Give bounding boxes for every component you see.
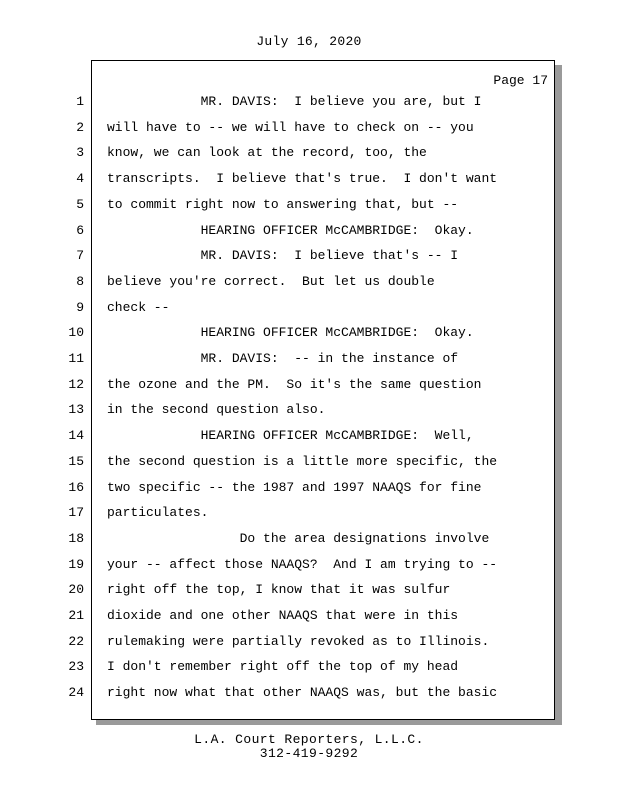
footer [0, 733, 618, 761]
line-text: transcripts. I believe that's true. I don't want [107, 171, 498, 186]
line-text: right off the top, I know that it was sulfur [107, 582, 451, 597]
footer-phone: 312-419-9292 [259, 746, 359, 761]
line-text: dioxide and one other NAAQS that were in this [107, 608, 459, 623]
line-number: 11 [68, 351, 84, 366]
line-text: two specific -- the 1987 and 1997 NAAQS for fine [107, 480, 482, 495]
line-text: MR. DAVIS: I believe you are, but I [107, 94, 482, 109]
line-text: your -- affect those NAAQS? And I am trying to -- [107, 557, 498, 572]
line-text: will have to -- we will have to check on -- you [107, 120, 474, 135]
line-number: 24 [68, 685, 84, 700]
line-text: particulates. [107, 505, 209, 520]
line-number: 22 [68, 634, 84, 649]
line-number: 2 [76, 120, 84, 135]
footer-company: L.A. Court Reporters, L.L.C. [194, 732, 424, 747]
line-text: the second question is a little more specific, the [107, 454, 498, 469]
line-number: 10 [68, 325, 84, 340]
line-number: 8 [76, 274, 84, 289]
line-text: in the second question also. [107, 402, 326, 417]
line-number: 21 [68, 608, 84, 623]
line-text: the ozone and the PM. So it's the same question [107, 377, 482, 392]
line-text: rulemaking were partially revoked as to Illinois. [107, 634, 490, 649]
line-text: HEARING OFFICER McCAMBRIDGE: Well, [107, 428, 474, 443]
line-text: Do the area designations involve [107, 531, 490, 546]
line-text: to commit right now to answering that, but -- [107, 197, 459, 212]
line-number: 17 [68, 505, 84, 520]
line-number: 23 [68, 659, 84, 674]
line-number: 14 [68, 428, 84, 443]
header-date: July 16, 2020 [256, 34, 362, 49]
line-text: I don't remember right off the top of my head [107, 659, 459, 674]
page-number: Page 17 [493, 73, 548, 88]
line-text: MR. DAVIS: -- in the instance of [107, 351, 459, 366]
line-number: 16 [68, 480, 84, 495]
line-number: 1 [76, 94, 84, 109]
line-text: know, we can look at the record, too, the [107, 145, 427, 160]
line-number: 7 [76, 248, 84, 263]
line-text: believe you're correct. But let us double [107, 274, 435, 289]
line-number: 5 [76, 197, 84, 212]
line-number: 18 [68, 531, 84, 546]
line-text: MR. DAVIS: I believe that's -- I [107, 248, 459, 263]
line-number: 6 [76, 223, 84, 238]
line-text: right now what that other NAAQS was, but the basic [107, 685, 498, 700]
line-number: 3 [76, 145, 84, 160]
line-number: 9 [76, 300, 84, 315]
line-text: check -- [107, 300, 170, 315]
line-text: HEARING OFFICER McCAMBRIDGE: Okay. [107, 325, 474, 340]
line-number: 13 [68, 402, 84, 417]
line-number: 15 [68, 454, 84, 469]
line-number: 20 [68, 582, 84, 597]
line-text: HEARING OFFICER McCAMBRIDGE: Okay. [107, 223, 474, 238]
line-number: 19 [68, 557, 84, 572]
line-number: 12 [68, 377, 84, 392]
line-number: 4 [76, 171, 84, 186]
